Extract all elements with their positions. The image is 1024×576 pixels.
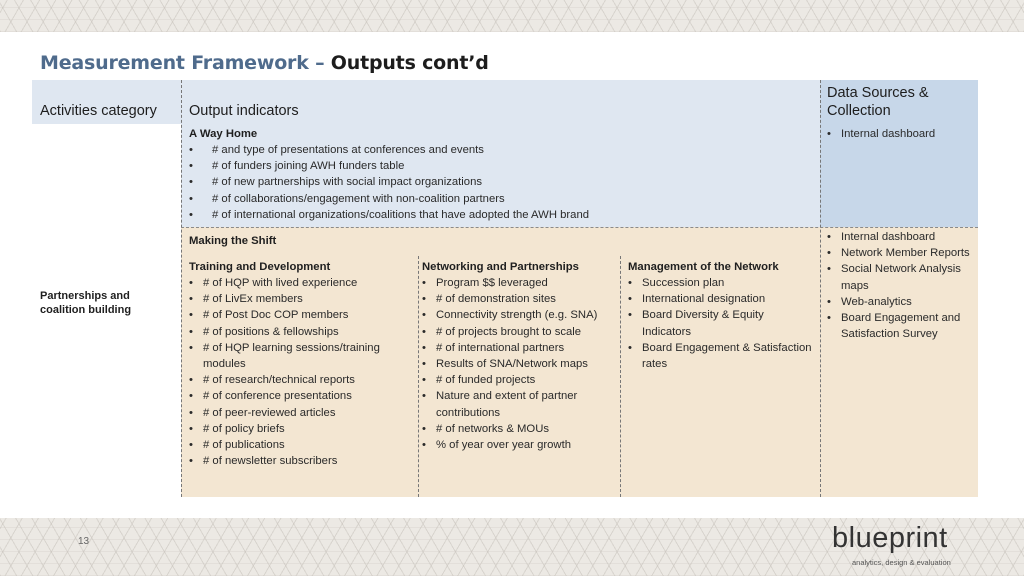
network-management-list bbox=[628, 275, 814, 372]
row-divider bbox=[181, 227, 978, 228]
training-development-heading: Training and Development bbox=[189, 261, 331, 273]
column-divider bbox=[620, 256, 621, 497]
list-item: • # of research/technical reports bbox=[189, 372, 411, 388]
logo-wordmark: blueprint bbox=[832, 522, 948, 554]
slide-title-sub: Outputs cont’d bbox=[330, 52, 489, 74]
blueprint-logo bbox=[832, 522, 962, 570]
list-item: • Board Engagement & Satisfaction rates bbox=[628, 340, 814, 372]
training-development-list bbox=[189, 275, 411, 469]
list-item: • # of HQP learning sessions/training modules bbox=[189, 340, 411, 372]
header-data-sources bbox=[827, 84, 929, 120]
networking-partnerships-list bbox=[422, 275, 614, 453]
list-item: • Nature and extent of partner contributions bbox=[422, 388, 614, 420]
list-item: • # of LivEx members bbox=[189, 291, 411, 307]
a-way-home-list bbox=[189, 142, 809, 223]
a-way-home-heading: A Way Home bbox=[189, 128, 258, 140]
column-divider bbox=[418, 256, 419, 497]
list-item: • # of international organizations/coalitions that have adopted the AWH brand bbox=[189, 207, 809, 223]
list-item: • # of newsletter subscribers bbox=[189, 453, 411, 469]
measurement-table bbox=[32, 80, 978, 497]
header-activities-category: Activities category bbox=[40, 103, 157, 119]
list-item: • # of HQP with lived experience bbox=[189, 275, 411, 291]
list-item: • # of Post Doc COP members bbox=[189, 307, 411, 323]
list-item: • Web-analytics bbox=[827, 294, 972, 310]
logo-tagline: analytics, design & evaluation bbox=[852, 558, 951, 567]
list-item: • Internal dashboard bbox=[827, 229, 972, 245]
list-item: • Program $$ leveraged bbox=[422, 275, 614, 291]
header-data-sources-line1: Data Sources & bbox=[827, 85, 929, 101]
list-item: • # of policy briefs bbox=[189, 421, 411, 437]
column-divider bbox=[181, 80, 182, 497]
network-management-heading: Management of the Network bbox=[628, 261, 779, 273]
list-item: • Internal dashboard bbox=[827, 126, 972, 142]
networking-partnerships-heading: Networking and Partnerships bbox=[422, 261, 579, 273]
list-item: • Board Diversity & Equity Indicators bbox=[628, 307, 814, 339]
list-item: • International designation bbox=[628, 291, 814, 307]
header-data-sources-line2: Collection bbox=[827, 103, 891, 119]
list-item: • # of peer-reviewed articles bbox=[189, 405, 411, 421]
list-item: • # of networks & MOUs bbox=[422, 421, 614, 437]
list-item: • # of collaborations/engagement with non-coalition partners bbox=[189, 191, 809, 207]
list-item: • Connectivity strength (e.g. SNA) bbox=[422, 307, 614, 323]
list-item: • # and type of presentations at conferences and events bbox=[189, 142, 809, 158]
header-output-indicators: Output indicators bbox=[189, 103, 299, 119]
list-item: • # of funded projects bbox=[422, 372, 614, 388]
list-item: • Succession plan bbox=[628, 275, 814, 291]
list-item: • % of year over year growth bbox=[422, 437, 614, 453]
slide-title-main: Measurement Framework – bbox=[40, 52, 331, 74]
column-divider bbox=[820, 80, 821, 497]
a-way-home-sources-list bbox=[827, 126, 972, 142]
list-item: • # of conference presentations bbox=[189, 388, 411, 404]
list-item: • # of positions & fellowships bbox=[189, 324, 411, 340]
list-item: • # of projects brought to scale bbox=[422, 324, 614, 340]
list-item: • Social Network Analysis maps bbox=[827, 261, 972, 293]
making-the-shift-sources-list bbox=[827, 229, 972, 342]
activity-category-line1: Partnerships and bbox=[40, 290, 130, 302]
activity-category-label bbox=[40, 289, 131, 317]
list-item: • # of new partnerships with social impact organizations bbox=[189, 174, 809, 190]
list-item: • # of funders joining AWH funders table bbox=[189, 158, 809, 174]
slide-title bbox=[40, 52, 489, 74]
activity-category-line2: coalition building bbox=[40, 304, 132, 316]
list-item: • Network Member Reports bbox=[827, 245, 972, 261]
page-number: 13 bbox=[78, 536, 90, 547]
list-item: • # of publications bbox=[189, 437, 411, 453]
list-item: • Results of SNA/Network maps bbox=[422, 356, 614, 372]
list-item: • # of demonstration sites bbox=[422, 291, 614, 307]
list-item: • Board Engagement and Satisfaction Survey bbox=[827, 310, 972, 342]
decorative-pattern-top bbox=[0, 0, 1024, 32]
list-item: • # of international partners bbox=[422, 340, 614, 356]
making-the-shift-heading: Making the Shift bbox=[189, 235, 277, 247]
